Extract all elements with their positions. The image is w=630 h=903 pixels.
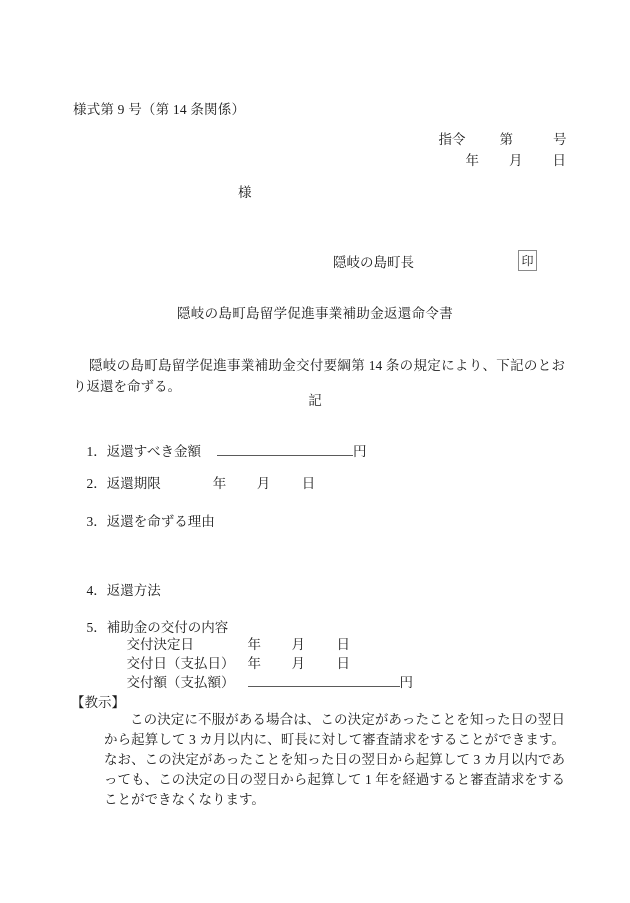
- day-label: 日: [301, 476, 316, 491]
- month-label: 月: [509, 153, 523, 168]
- deadline-date-fields[interactable]: [213, 476, 316, 491]
- record-marker: 記: [308, 393, 322, 408]
- year-label: 年: [247, 656, 261, 671]
- notice-heading: 【教示】: [71, 695, 125, 710]
- day-label: 日: [552, 153, 566, 168]
- item-number: 5．: [86, 620, 107, 635]
- sub-label: 交付日（支払日）: [126, 656, 235, 671]
- item-number: 4．: [86, 583, 107, 598]
- month-label: 月: [291, 637, 305, 652]
- item-number: 3．: [86, 514, 107, 529]
- day-label: 日: [336, 637, 350, 652]
- subsidy-amount-input[interactable]: [248, 686, 400, 687]
- directive-label: 指令: [438, 132, 466, 147]
- item-number: 2．: [86, 476, 107, 491]
- issue-date-line: [452, 133, 566, 185]
- year-label: 年: [212, 476, 227, 491]
- directive-number-suffix: 号: [553, 132, 567, 147]
- year-label: 年: [247, 637, 261, 652]
- item-label: 返還を命ずる理由: [106, 514, 215, 529]
- item-label: 返還期限: [106, 476, 161, 491]
- form-number: 様式第 9 号（第 14 条関係）: [73, 102, 246, 117]
- item-label: 返還方法: [106, 583, 161, 598]
- notice-body: この決定に不服がある場合は、この決定があったことを知った日の翌日から起算して 3 カ月以内に、町長に対して審査請求をすることができます。なお、この決定があったことを知った日の翌日から起算して 3 カ月以内であっても、この決定の日の翌日から起算して 1 年を経過すると審査請求をすることができなくなります。: [104, 712, 565, 807]
- page-title: 隠岐の島町島留学促進事業補助金返還命令書: [177, 306, 453, 321]
- addressee-line: 様: [238, 185, 252, 200]
- item-number: 1．: [86, 444, 107, 459]
- directive-number-label: 第: [499, 132, 513, 147]
- item-label: 返還すべき金額: [106, 444, 201, 459]
- currency-unit: 円: [352, 444, 367, 459]
- sub-label: 交付額（支払額）: [126, 675, 235, 690]
- year-label: 年: [465, 153, 479, 168]
- currency-unit: 円: [399, 675, 413, 690]
- sub-label: 交付決定日: [126, 637, 194, 652]
- month-label: 月: [256, 476, 271, 491]
- signature-block: [333, 250, 537, 271]
- item-repayment-reason: [73, 494, 215, 546]
- body-paragraph: 隠岐の島町島留学促進事業補助金交付要綱第 14 条の規定により、下記のとおり返還を命ずる。: [73, 358, 565, 394]
- month-label: 月: [291, 656, 305, 671]
- issuer-name: 隠岐の島町長: [333, 254, 414, 270]
- subsidy-amount-row: [113, 655, 413, 707]
- day-label: 日: [336, 656, 350, 671]
- seal-box: 印: [518, 250, 537, 271]
- item-label: 補助金の交付の内容: [106, 620, 229, 635]
